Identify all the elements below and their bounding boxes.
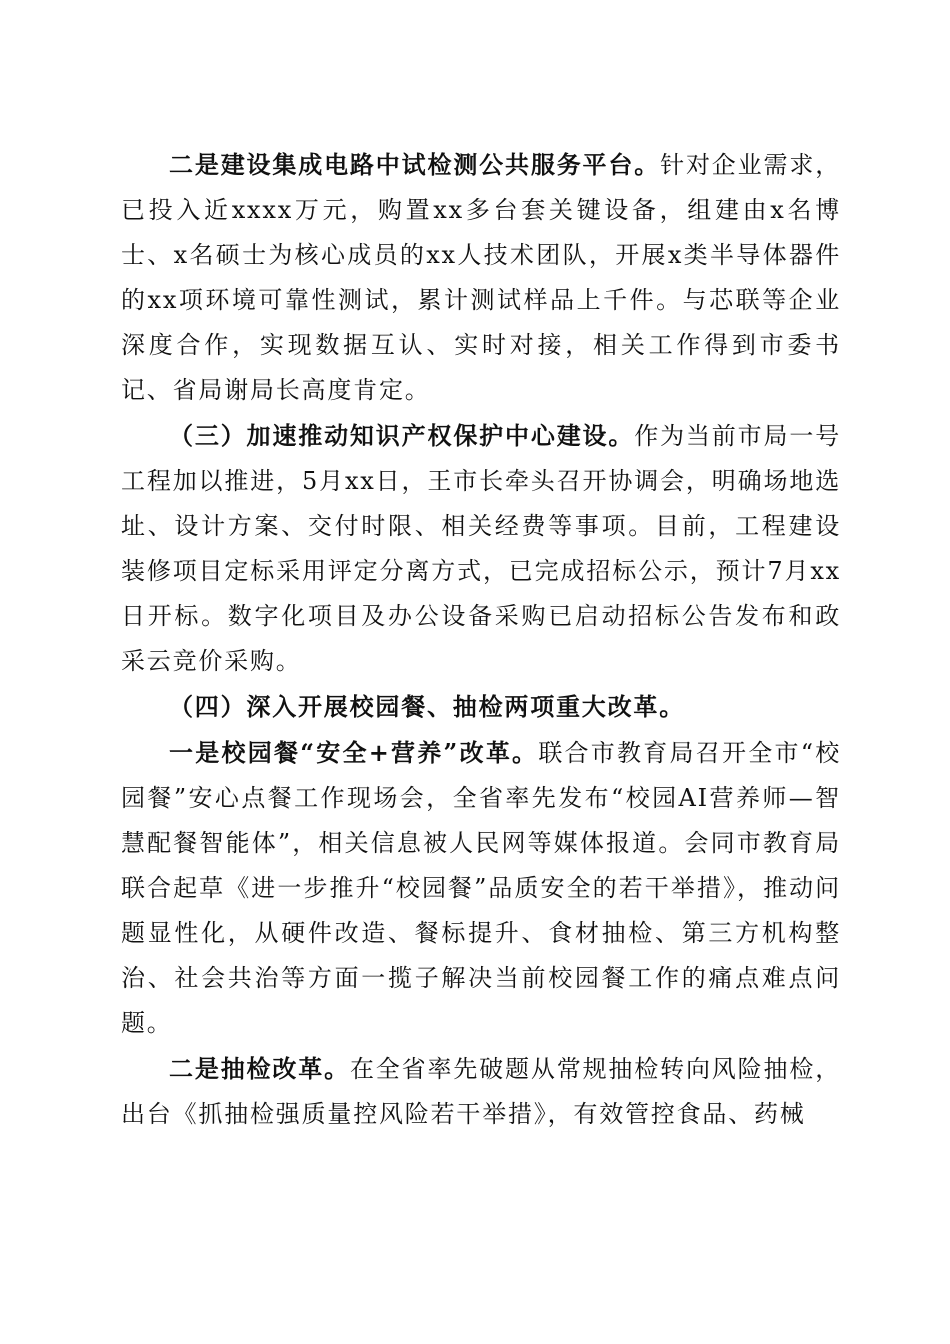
paragraph-text: 联合市教育局召开全市“校园餐”安心点餐工作现场会，全省率先发布“校园AI营养师—智慧配餐智能体”，相关信息被人民网等媒体报道。会同市教育局联合起草《进一步推升“校园餐”品质安全的若干举措》，推动问题显性化，从硬件改造、餐标提升、食材抽检、第三方机构整治、社会共治等方面一揽子解决当前校园餐工作的痛点难点问题。 xyxy=(121,739,842,1037)
paragraph-text: 在全省率先破题从常规抽检转向风险抽检，出台《抓抽检强质量控风险若干举措》，有效管控食品、药械 xyxy=(121,1055,841,1128)
paragraph-heading: 一是校园餐“安全+营养”改革。 xyxy=(169,738,539,767)
paragraph-text: 针对企业需求，已投入近xxxx万元，购置xx多台套关键设备，组建由x名博士、x名硕士为核心成员的xx人技术团队，开展x类半导体器件的xx项环境可靠性测试，累计测试样品上千件。与芯联等企业深度合作，实现数据互认、实时对接，相关工作得到市委书记、省局谢局长高度肯定。 xyxy=(121,151,841,404)
paragraph-school-meal-reform xyxy=(121,730,841,1046)
paragraph-two-reforms xyxy=(121,684,841,730)
paragraph-text: 作为当前市局一号工程加以推进，5月xx日，王市长牵头召开协调会，明确场地选址、设计方案、交付时限、相关经费等事项。目前，工程建设装修项目定标采用评定分离方式，已完成招标公示，预计7月xx日开标。数字化项目及办公设备采购已启动招标公告发布和政采云竞价采购。 xyxy=(121,422,841,675)
paragraph-ic-testing-platform xyxy=(121,142,841,413)
paragraph-sampling-reform xyxy=(121,1046,841,1137)
paragraph-heading: （三）加速推动知识产权保护中心建设。 xyxy=(169,421,635,450)
paragraph-heading: 二是抽检改革。 xyxy=(169,1054,350,1083)
paragraph-ip-protection-center xyxy=(121,413,841,684)
document-body xyxy=(121,142,841,1137)
paragraph-heading: 二是建设集成电路中试检测公共服务平台。 xyxy=(169,150,661,179)
paragraph-heading: （四）深入开展校园餐、抽检两项重大改革。 xyxy=(169,692,685,721)
